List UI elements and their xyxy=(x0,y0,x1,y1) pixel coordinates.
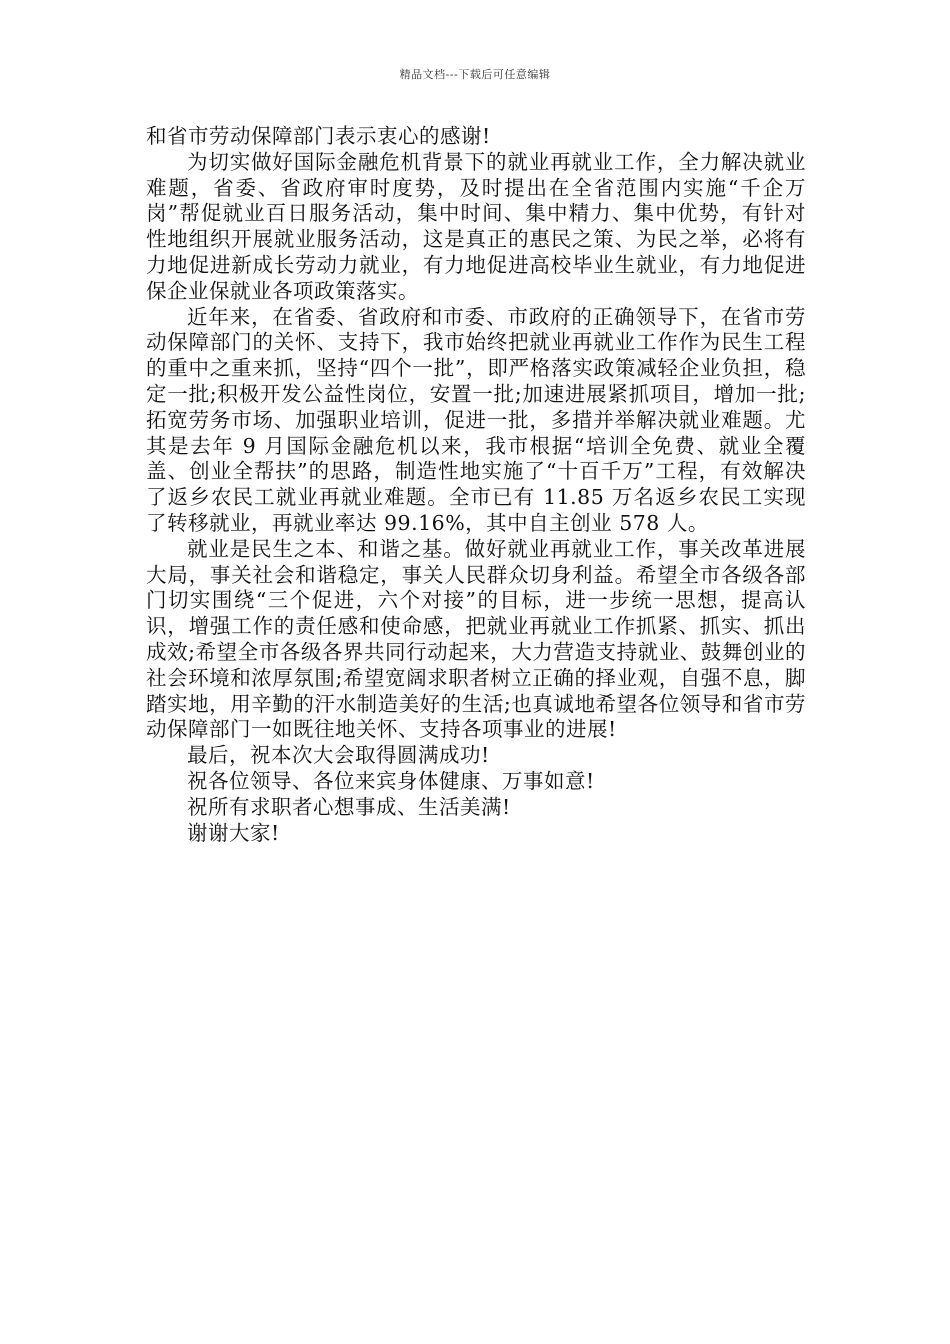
paragraph-recent-years: 近年来，在省委、省政府和市委、市政府的正确领导下，在省市劳动保障部门的关怀、支持下，我市始终把就业再就业工作作为民生工程的重中之重来抓，坚持“四个一批”，即严格落实政策减轻企业负担，稳定一批;积极开发公益性岗位，安置一批;加速进展紧抓项目，增加一批;拓宽劳务市场、加强职业培训，促进一批，多措并举解决就业难题。尤其是去年 9 月国际金融危机以来，我市根据“培训全免费、就业全覆盖、创业全帮扶”的思路，制造性地实施了“十百千万”工程，有效解决了返乡农民工就业再就业难题。全市已有 11.85 万名返乡农民工实现了转移就业，再就业率达 99.16%，其中自主创业 578 人。 xyxy=(146,304,806,535)
paragraph-jobseeker-wish: 祝所有求职者心想事成、生活美满! xyxy=(187,794,511,819)
paragraph-closing-wish: 最后，祝本次大会取得圆满成功! xyxy=(187,743,490,768)
paragraph-thanks: 谢谢大家! xyxy=(187,820,280,845)
paragraph-livelihood: 就业是民生之本、和谐之基。做好就业再就业工作，事关改革进展大局，事关社会和谐稳定，事关人民群众切身利益。希望全市各级各部门切实围绕“三个促进，六个对接”的目标，进一步统一思想，提高认识，增强工作的责任感和使命感，把就业再就业工作抓紧、抓实、抓出成效;希望全市各级各界共同行动起来，大力营造支持就业、鼓舞创业的社会环境和浓厚氛围;希望宽阔求职者树立正确的择业观，自强不息，脚踏实地，用辛勤的汗水制造美好的生活;也真诚地希望各位领导和省市劳动保障部门一如既往地关怀、支持各项事业的进展! xyxy=(146,536,806,742)
paragraph-continuation: 和省市劳动保障部门表示衷心的感谢! xyxy=(146,124,491,148)
page-header: 精品文档---下载后可任意编辑 xyxy=(399,68,551,81)
paragraph-employment-campaign: 为切实做好国际金融危机背景下的就业再就业工作，全力解决就业难题，省委、省政府审时度势，及时提出在全省范围内实施“千企万岗”帮促就业百日服务活动，集中时间、集中精力、集中优势，有针对性地组织开展就业服务活动，这是真正的惠民之策、为民之举，必将有力地促进新成长劳动力就业，有力地促进高校毕业生就业，有力地促进保企业保就业各项政策落实。 xyxy=(146,149,806,303)
document-body xyxy=(146,124,806,846)
paragraph-guest-wish: 祝各位领导、各位来宾身体健康、万事如意! xyxy=(187,768,595,793)
